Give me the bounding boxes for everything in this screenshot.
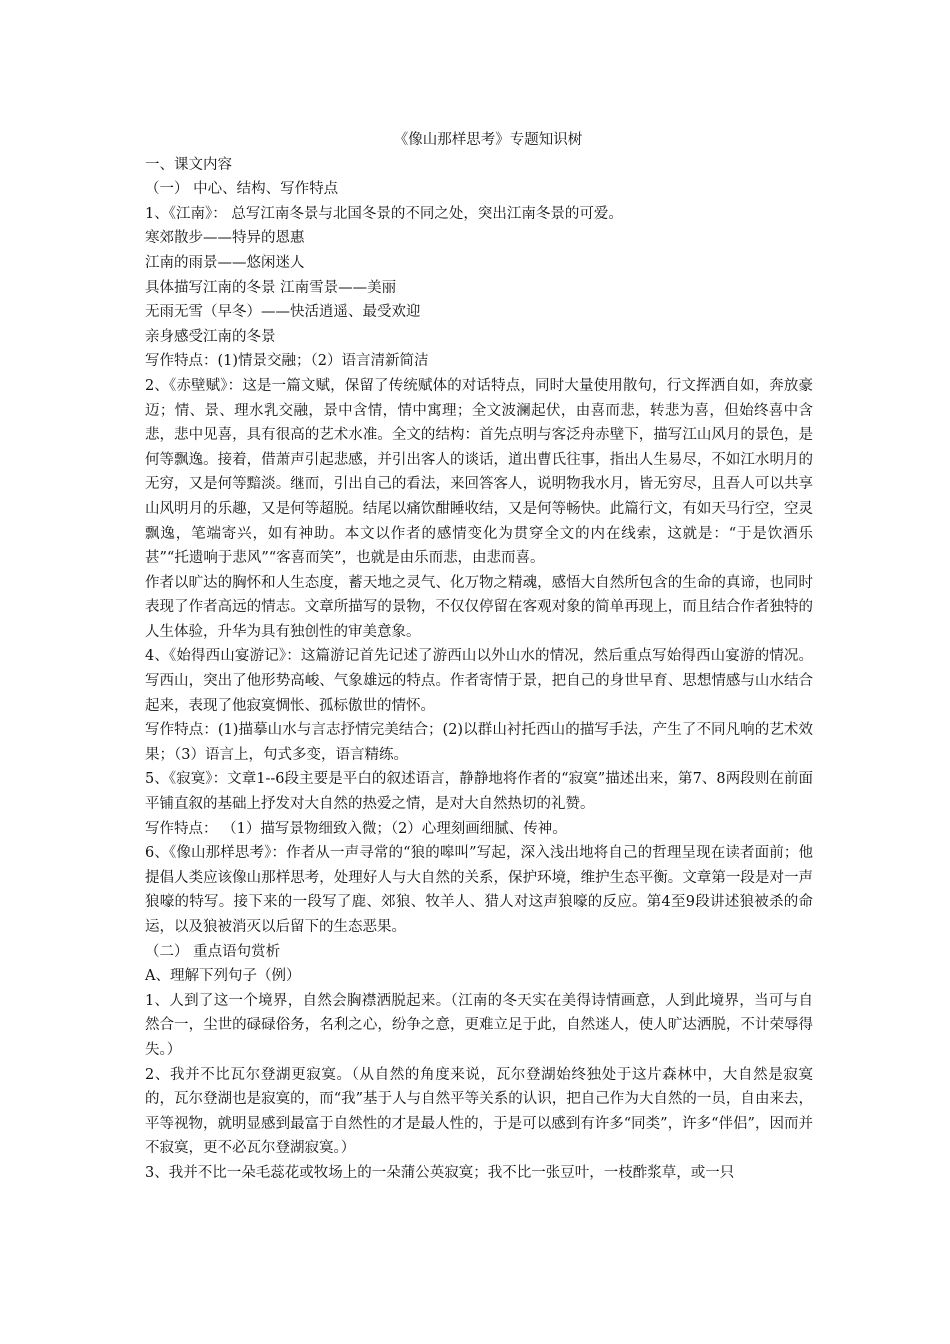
- text-line: 具体描写江南的冬景 江南雪景——美丽: [145, 279, 397, 296]
- paragraph: 4、《始得西山宴游记》：这篇游记首先记述了游西山以外山水的情况，然后重点写始得西山宴游的情况。写西山，突出了他形势高峻、气象雄远的特点。作者寄情于景，把自己的身世早育、思想情感与山水结合起来，表现了他寂寞惆怅、孤标傲世的情怀。: [145, 648, 813, 714]
- document-body: [145, 128, 813, 1186]
- text-line: 写作特点：(1)情景交融；（2）语言清新简洁: [145, 353, 429, 370]
- text-line: （一） 中心、结构、写作特点: [145, 181, 339, 198]
- document-title: 《像山那样思考》专题知识树: [393, 132, 583, 148]
- paragraph: 2、我并不比瓦尔登湖更寂寞。（从自然的角度来说，瓦尔登湖始终独处于这片森林中，大自然是寂寞的，瓦尔登湖也是寂寞的，而“我”基于人与自然平等关系的认识，把自己作为大自然的一员，自由来去，平等视物，就明显感到最富于自然性的才是最人性的，于是可以感到有许多“同类”，许多“伴侣”，因而并不寂寞，更不必瓦尔登湖寂寞。）: [145, 1066, 813, 1157]
- text-line: （二） 重点语句赏析: [145, 943, 281, 960]
- document-blocks: [145, 153, 813, 1186]
- paragraph: 2、《赤壁赋》：这是一篇文赋，保留了传统赋体的对话特点，同时大量使用散句，行文挥洒自如，奔放豪迈；情、景、理水乳交融，景中含情，情中寓理；全文波澜起伏，由喜而悲，转悲为喜，但始终喜中含悲，悲中见喜，具有很高的艺术水准。全文的结构：首先点明与客泛舟赤壁下，描写江山风月的景色，是何等飘逸。接着，借萧声引起悲感，并引出客人的谈话，道出曹氏往事，指出人生易尽，不如江水明月的无穷，又是何等黯淡。继而，引出自己的看法，来回答客人，说明物我水月，皆无穷尽，且吾人可以共享山风明月的乐趣，又是何等超脱。结尾以痛饮酣睡收结，又是何等畅快。此篇行文，有如天马行空，空灵飘逸，笔端寄兴，如有神助。本文以作者的感情变化为贯穿全文的内在线索，这就是：“于是饮酒乐甚”“托遗响于悲风”“客喜而笑”，也就是由乐而悲，由悲而喜。: [145, 377, 813, 567]
- paragraph: 作者以旷达的胸怀和人生态度，蓄天地之灵气、化万物之精魂，感悟大自然所包含的生命的真谛，也同时表现了作者高远的情志。文章所描写的景物，不仅仅停留在客观对象的简单再现上，而且结合作者独特的人生体验，升华为具有独创性的审美意象。: [145, 574, 813, 640]
- paragraph: 1、人到了这一个境界，自然会胸襟洒脱起来。（江南的冬天实在美得诗情画意，人到此境界，当可与自然合一，尘世的碌碌俗务，名利之心，纷争之意，更难立足于此，自然迷人，使人旷达洒脱，不计荣辱得失。）: [145, 992, 813, 1058]
- text-line: A、理解下列句子（例）: [145, 968, 301, 985]
- text-line: 一、课文内容: [145, 156, 232, 173]
- text-line: 亲身感受江南的冬景: [145, 328, 276, 345]
- text-line: 寒郊散步——特异的恩惠: [145, 230, 305, 247]
- text-line: 3、我并不比一朵毛蕊花或牧场上的一朵蒲公英寂寞；我不比一张豆叶，一枝酢浆草，或一只: [145, 1164, 735, 1181]
- text-line: 无雨无雪（早冬）——快活逍遥、最受欢迎: [145, 304, 421, 321]
- paragraph: 6、《像山那样思考》：作者从一声寻常的“狼的嗥叫”写起，深入浅出地将自己的哲理呈现在读者面前；他提倡人类应该像山那样思考，处理好人与大自然的关系，保护环境，维护生态平衡。文章第一段是对一声狼嚎的特写。接下来的一段写了鹿、郊狼、牧羊人、猎人对这声狼嚎的反应。第4至9段讲述狼被杀的命运，以及狼被消灭以后留下的生态恶果。: [145, 845, 813, 935]
- paragraph: 5、《寂寞》：文章1--6段主要是平白的叙述语言，静静地将作者的“寂寞”描述出来，第7、8两段则在前面平铺直叙的基础上抒发对大自然的热爱之情，是对大自然热切的礼赞。: [145, 771, 813, 813]
- text-line: 写作特点： （1）描写景物细致入微；（2）心理刻画细腻、传神。: [145, 820, 567, 837]
- text-line: 江南的雨景——悠闲迷人: [145, 254, 305, 271]
- paragraph: 写作特点：(1)描摹山水与言志抒情完美结合；(2)以群山衬托西山的描写手法，产生了不同凡响的艺术效果；（3）语言上，句式多变，语言精练。: [145, 722, 813, 763]
- text-line: 1、《江南》： 总写江南冬景与北国冬景的不同之处，突出江南冬景的可爱。: [145, 205, 623, 222]
